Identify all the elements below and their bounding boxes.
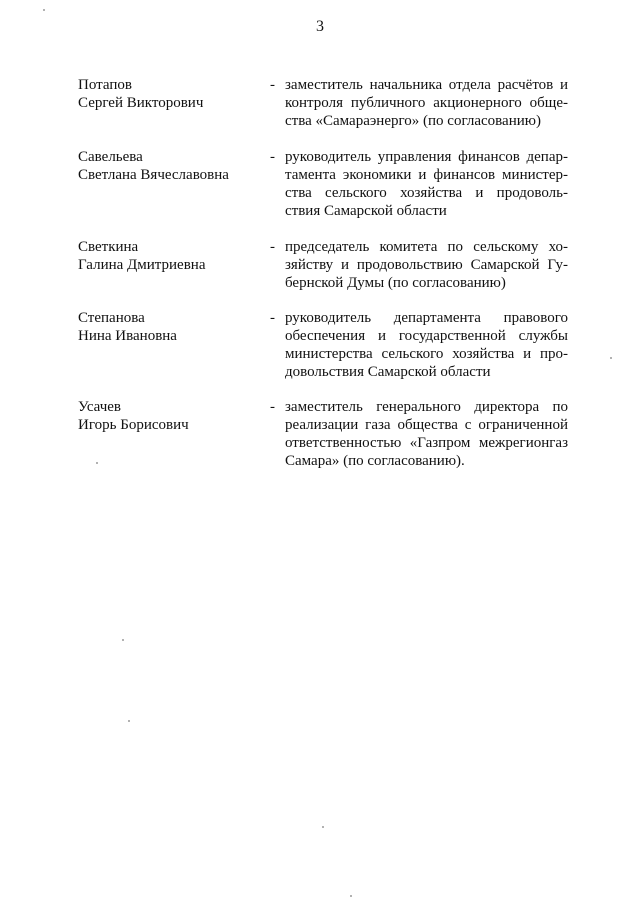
position-line: реализации газа общества с ограниченной: [285, 417, 568, 433]
position-line: руководитель управления финансов депар-: [285, 149, 568, 165]
position-line: тамента экономики и финансов министер-: [285, 167, 568, 183]
member-name: [78, 309, 263, 345]
member-position: [285, 238, 568, 292]
member-surname: Степанова: [78, 310, 145, 326]
member-position: [285, 148, 568, 220]
scan-speck: [350, 895, 352, 897]
position-line: министерства сельского хозяйства и про-: [285, 346, 568, 362]
separator-dash: -: [270, 149, 275, 165]
member-name: [78, 238, 263, 274]
member-given-names: Игорь Борисович: [78, 417, 189, 433]
separator-dash: -: [270, 310, 275, 326]
position-line: обеспечения и государственной службы: [285, 328, 568, 344]
member-name: [78, 76, 263, 112]
member-given-names: Сергей Викторович: [78, 95, 204, 111]
position-line: контроля публичного акционерного обще-: [285, 95, 568, 111]
member-position: [285, 76, 568, 130]
member-position: [285, 309, 568, 381]
member-given-names: Галина Дмитриевна: [78, 257, 206, 273]
member-given-names: Нина Ивановна: [78, 328, 177, 344]
position-line: ответственностью «Газпром межрегионгаз: [285, 435, 568, 451]
scan-speck: [322, 826, 324, 828]
position-line: ствия Самарской области: [285, 203, 447, 219]
member-name: [78, 148, 263, 184]
scan-speck: [43, 9, 45, 11]
member-given-names: Светлана Вячеславовна: [78, 167, 229, 183]
position-line: ства сельского хозяйства и продоволь-: [285, 185, 568, 201]
member-surname: Потапов: [78, 77, 132, 93]
position-line: бернской Думы (по согласованию): [285, 275, 506, 291]
position-line: довольствия Самарской области: [285, 364, 491, 380]
member-position: [285, 398, 568, 470]
position-line: Самара» (по согласованию).: [285, 453, 465, 469]
page-number: 3: [316, 18, 324, 35]
separator-dash: -: [270, 239, 275, 255]
position-line: ства «Самараэнерго» (по согласованию): [285, 113, 541, 129]
position-line: заместитель генерального директора по: [285, 399, 568, 415]
scan-speck: [610, 357, 612, 359]
position-line: заместитель начальника отдела расчётов и: [285, 77, 568, 93]
separator-dash: -: [270, 399, 275, 415]
scan-speck: [96, 462, 98, 464]
scan-speck: [128, 720, 130, 722]
scan-speck: [122, 639, 124, 641]
member-surname: Савельева: [78, 149, 143, 165]
position-line: зяйству и продовольствию Самарской Гу-: [285, 257, 568, 273]
position-line: руководитель департамента правового: [285, 310, 568, 326]
position-line: председатель комитета по сельскому хо-: [285, 239, 568, 255]
separator-dash: -: [270, 77, 275, 93]
member-surname: Светкина: [78, 239, 139, 255]
member-name: [78, 398, 263, 434]
member-surname: Усачев: [78, 399, 122, 415]
